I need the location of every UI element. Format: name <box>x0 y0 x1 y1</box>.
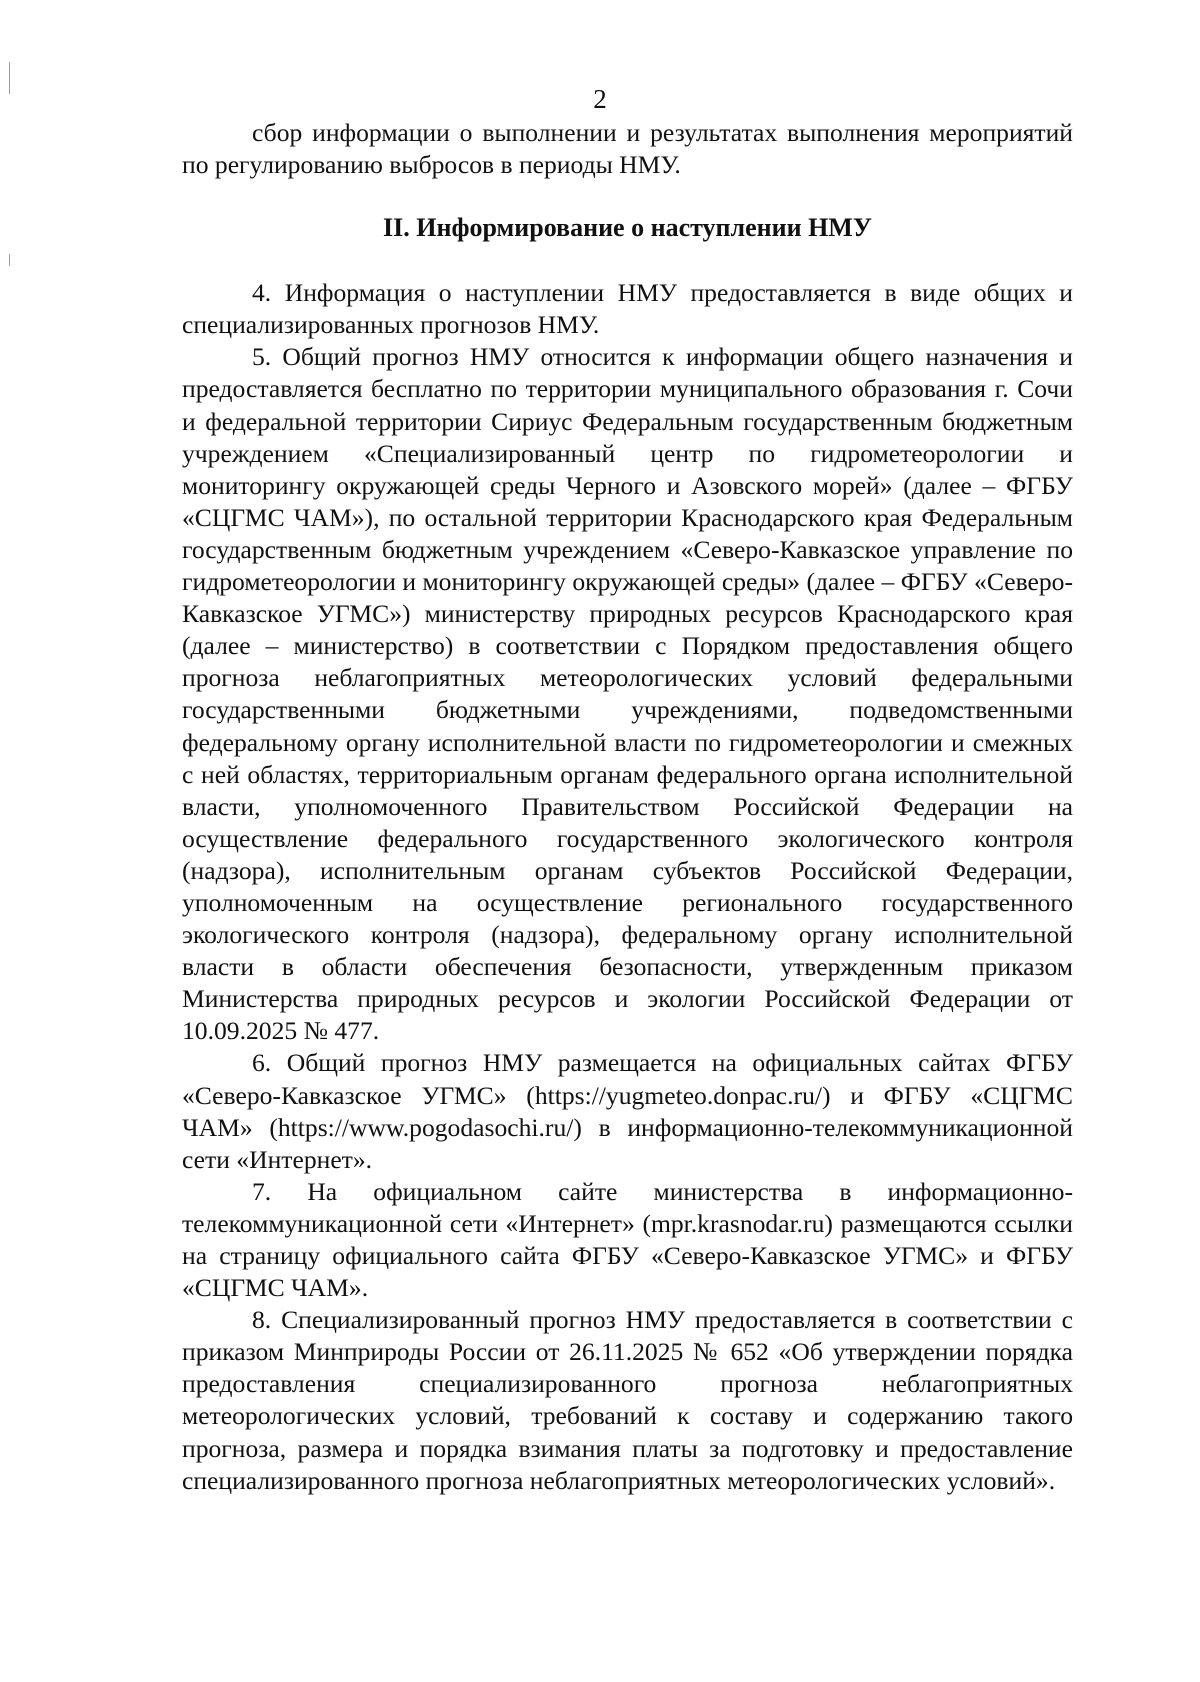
paragraph-7: 7. На официальном сайте министерства в информационно-телекоммуникационной сети «Интернет» (mpr.krasnodar.ru) размещаются ссылки на страницу официального сайта ФГБУ «Северо-Кавказское УГМС» и ФГБУ «СЦГМС ЧАМ». <box>182 1176 1073 1303</box>
page-number: 2 <box>593 84 607 114</box>
paragraph-8: 8. Специализированный прогноз НМУ предоставляется в соответствии с приказом Минприроды России от 26.11.2025 № 652 «Об утверждении порядка предоставления специализированного прогноза неблагоприятных метеорологических условий, требований к составу и содержанию такого прогноза, размера и порядка взимания платы за подготовку и предоставление специализированного прогноза неблагоприятных метеорологических условий». <box>182 1305 1073 1495</box>
scan-edge-mark <box>9 254 10 266</box>
section-heading: II. Информирование о наступлении НМУ <box>383 213 872 243</box>
paragraph-5: 5. Общий прогноз НМУ относится к информации общего назначения и предоставляется бесплатно по территории муниципального образования г. Сочи и федеральной территории Сириус Федеральным государственным бюджетным учреждением «Специализированный центр по гидрометеорологии и мониторингу окружающей среды Черного и Азовского морей» (далее – ФГБУ «СЦГМС ЧАМ»), по остальной территории Краснодарского края Федеральным государственным бюджетным учреждением «Северо-Кавказское управление по гидрометеорологии и мониторингу окружающей среды» (далее – ФГБУ «Северо-Кавказское УГМС») министерству природных ресурсов Краснодарского края (далее – министерство) в соответствии с Порядком предоставления общего прогноза неблагоприятных метеорологических условий федеральными государственными бюджетными учреждениями, подведомственными федеральному органу исполнительной власти по гидрометеорологии и смежных с ней областях, территориальным органам федерального органа исполнительной власти, уполномоченного Правительством Российской Федерации на осуществление федерального государственного экологического контроля (надзора), исполнительным органам субъектов Российской Федерации, уполномоченным на осуществление регионального государственного экологического контроля (надзора), федеральному органу исполнительной власти в области обеспечения безопасности, утвержденным приказом Министерства природных ресурсов и экологии Российской Федерации от 10.09.2025 № 477. <box>182 342 1073 1046</box>
document-body <box>182 117 1073 1497</box>
intro-paragraph: сбор информации о выполнении и результатах выполнения мероприятий по регулированию выбросов в периоды НМУ. <box>182 118 1073 180</box>
paragraph-4: 4. Информация о наступлении НМУ предоставляется в виде общих и специализированных прогнозов НМУ. <box>182 278 1073 340</box>
paragraph-6: 6. Общий прогноз НМУ размещается на официальных сайтах ФГБУ «Северо-Кавказское УГМС» (https://yugmeteo.donpac.ru/) и ФГБУ «СЦГМС ЧАМ» (https://www.pogodasochi.ru/) в информационно-телекоммуникационной сети «Интернет». <box>182 1048 1073 1174</box>
